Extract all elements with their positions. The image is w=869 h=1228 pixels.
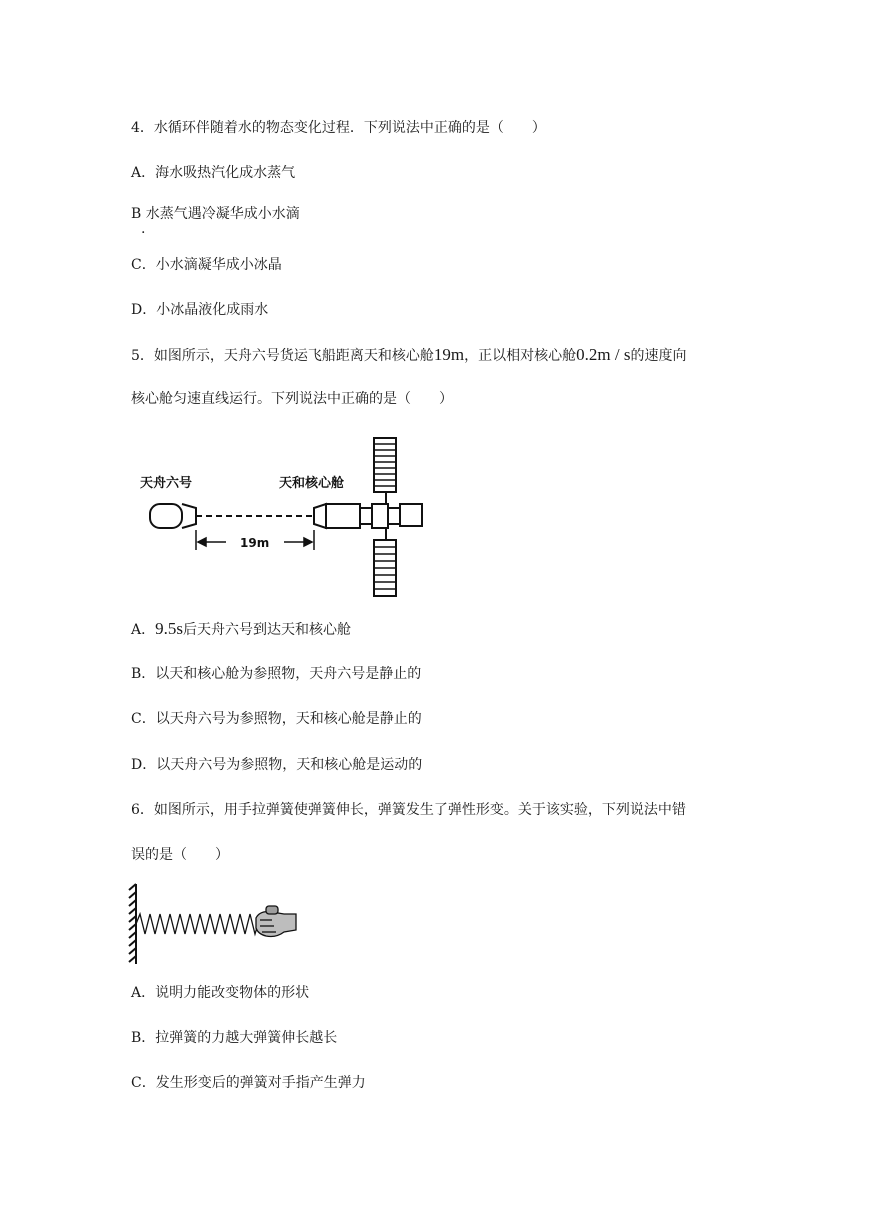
q5-stem-line2: 核心舱匀速直线运行。下列说法中正确的是（ ）: [131, 391, 453, 407]
q5-option-b: B．以天和核心舱为参照物，天舟六号是静止的: [131, 666, 422, 682]
spring-figure: [126, 882, 306, 966]
q4-option-b: B 水蒸气遇冷凝华成小水滴: [131, 206, 300, 222]
q6-stem-line2: 误的是（ ）: [131, 847, 229, 863]
q6-option-a: A．说明力能改变物体的形状: [131, 985, 310, 1001]
q5-option-a-time: 9.5s: [155, 619, 183, 638]
q6-stem-line1: 6．如图所示，用手拉弹簧使弹簧伸长，弹簧发生了弹性形变。关于该实验，下列说法中错: [131, 802, 686, 818]
q5-option-a-prefix: A．: [131, 622, 156, 638]
q5-option-d: D．以天舟六号为参照物，天和核心舱是运动的: [131, 757, 423, 773]
q5-speed: 0.2m / s: [576, 345, 631, 364]
q5-option-c: C．以天舟六号为参照物，天和核心舱是静止的: [131, 711, 422, 727]
tianzhou-ship: [150, 504, 196, 528]
hand-icon: [256, 906, 296, 937]
q5-option-a-suffix: 后天舟六号到达天和核心舱: [183, 622, 351, 638]
q5-stem-part3: 的速度向: [630, 348, 687, 364]
q5-stem-part1: 5．如图所示，天舟六号货运飞船距离天和核心舱: [131, 348, 434, 364]
docking-figure: [128, 432, 438, 598]
stray-dot: .: [141, 221, 146, 237]
q5-option-a: [131, 619, 351, 640]
spring: [136, 914, 258, 934]
q5-distance: 19m: [433, 345, 465, 364]
q4-option-d: D．小冰晶液化成雨水: [131, 302, 269, 318]
q4-option-a: A．海水吸热汽化成水蒸气: [131, 165, 296, 181]
tianhe-module: [314, 492, 422, 540]
label-tianzhou: 天舟六号: [140, 476, 193, 491]
q6-option-b: B．拉弹簧的力越大弹簧伸长越长: [131, 1030, 338, 1046]
solar-panel-top: [374, 438, 396, 492]
q5-stem-part2: ，正以相对核心舱: [464, 348, 577, 364]
label-tianhe: 天和核心舱: [279, 476, 345, 491]
distance-label: 19m: [240, 536, 270, 550]
q6-option-c: C．发生形变后的弹簧对手指产生弹力: [131, 1075, 366, 1091]
q4-stem: 4．水循环伴随着水的物态变化过程．下列说法中正确的是（ ）: [131, 120, 546, 136]
q4-option-c: C．小水滴凝华成小冰晶: [131, 257, 282, 273]
wall: [129, 884, 136, 964]
q5-stem-line1: [131, 345, 686, 366]
